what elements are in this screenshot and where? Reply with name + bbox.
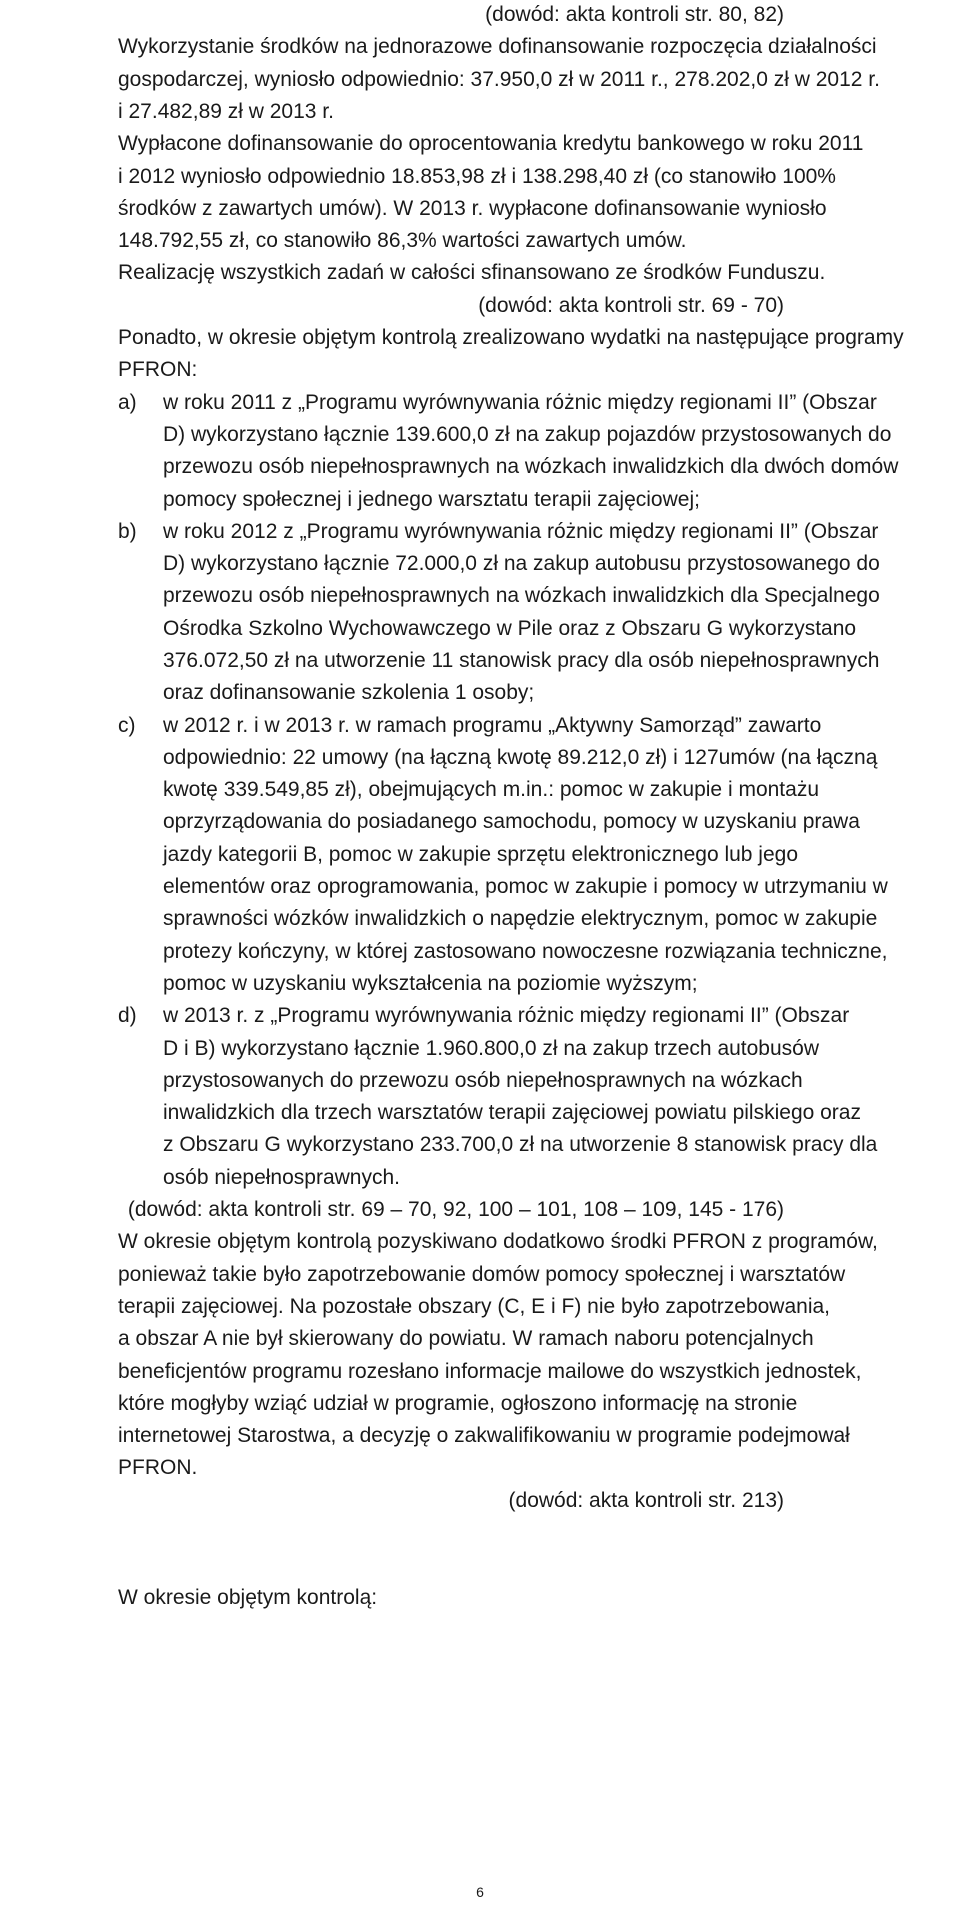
list-item-line: D) wykorzystano łącznie 139.600,0 zł na zakup pojazdów przystosowanych do: [163, 423, 892, 446]
paragraph-line: W okresie objętym kontrolą pozyskiwano dodatkowo środki PFRON z programów,: [118, 1230, 878, 1253]
paragraph-line: Wykorzystanie środków na jednorazowe dofinansowanie rozpoczęcia działalności: [118, 35, 877, 58]
list-item-line: oprzyrządowania do posiadanego samochodu, pomocy w uzyskaniu prawa: [163, 810, 860, 833]
list-item-line: przewozu osób niepełnosprawnych na wózkach inwalidzkich dla Specjalnego: [163, 584, 880, 607]
page-number: 6: [476, 1884, 484, 1900]
list-item-line: kwotę 339.549,85 zł), obejmujących m.in.: pomoc w zakupie i montażu: [163, 778, 819, 801]
list-item-line: przewozu osób niepełnosprawnych na wózkach inwalidzkich dla dwóch domów: [163, 455, 899, 478]
list-item-line: protezy kończyny, w której zastosowano nowoczesne rozwiązania techniczne,: [163, 940, 888, 963]
paragraph-line: środków z zawartych umów). W 2013 r. wypłacone dofinansowanie wyniosło: [118, 197, 827, 220]
list-item-line: D) wykorzystano łącznie 72.000,0 zł na zakup autobusu przystosowanego do: [163, 552, 880, 575]
paragraph-line: ponieważ takie było zapotrzebowanie domów pomocy społecznej i warsztatów: [118, 1263, 846, 1286]
list-item-line: 376.072,50 zł na utworzenie 11 stanowisk pracy dla osób niepełnosprawnych: [163, 649, 880, 672]
paragraph-line: i 2012 wyniosło odpowiednio 18.853,98 zł i 138.298,40 zł (co stanowiło 100%: [118, 165, 836, 188]
list-item-line: oraz dofinansowanie szkolenia 1 osoby;: [163, 681, 535, 704]
list-item-line: w roku 2011 z „Programu wyrównywania różnic między regionami II” (Obszar: [163, 391, 877, 414]
paragraph-line: Ponadto, w okresie objętym kontrolą zrealizowano wydatki na następujące programy: [118, 326, 904, 349]
paragraph-line: PFRON:: [118, 358, 198, 381]
paragraph-line: i 27.482,89 zł w 2013 r.: [118, 100, 334, 123]
paragraph-line: Wypłacone dofinansowanie do oprocentowania kredytu bankowego w roku 2011: [118, 132, 864, 155]
paragraph-line: 148.792,55 zł, co stanowiło 86,3% wartości zawartych umów.: [118, 229, 687, 252]
list-item-line: w 2012 r. i w 2013 r. w ramach programu „Aktywny Samorząd” zawarto: [163, 714, 822, 737]
list-item-line: z Obszaru G wykorzystano 233.700,0 zł na utworzenie 8 stanowisk pracy dla: [163, 1133, 878, 1156]
paragraph-line: Realizację wszystkich zadań w całości sfinansowano ze środków Funduszu.: [118, 261, 826, 284]
list-item-line: pomocy społecznej i jednego warsztatu terapii zajęciowej;: [163, 488, 700, 511]
evidence-reference: (dowód: akta kontroli str. 69 – 70, 92, 100 – 101, 108 – 109, 145 - 176): [127, 1198, 784, 1221]
list-item-line: D i B) wykorzystano łącznie 1.960.800,0 zł na zakup trzech autobusów: [163, 1037, 820, 1060]
paragraph-line: terapii zajęciowej. Na pozostałe obszary (C, E i F) nie było zapotrzebowania,: [118, 1295, 831, 1318]
closing-heading: W okresie objętym kontrolą:: [118, 1586, 378, 1609]
list-item-line: w 2013 r. z „Programu wyrównywania różnic między regionami II” (Obszar: [163, 1004, 850, 1027]
paragraph-line: które mogłyby wziąć udział w programie, ogłoszono informację na stronie: [118, 1392, 798, 1415]
paragraph-line: gospodarczej, wyniosło odpowiednio: 37.950,0 zł w 2011 r., 278.202,0 zł w 2012 r.: [118, 68, 880, 91]
paragraph-line: a obszar A nie był skierowany do powiatu. W ramach naboru potencjalnych: [118, 1327, 814, 1350]
list-item-line: odpowiednio: 22 umowy (na łączną kwotę 89.212,0 zł) i 127umów (na łączną: [163, 746, 878, 769]
list-item-line: inwalidzkich dla trzech warsztatów terapii zajęciowej powiatu pilskiego oraz: [163, 1101, 861, 1124]
paragraph-line: internetowej Starostwa, a decyzję o zakwalifikowaniu w programie podejmował: [118, 1424, 850, 1447]
evidence-reference: (dowód: akta kontroli str. 80, 82): [485, 3, 784, 26]
list-item-line: jazdy kategorii B, pomoc w zakupie sprzętu elektronicznego lub jego: [163, 843, 799, 866]
paragraph-line: PFRON.: [118, 1456, 198, 1479]
list-item-line: w roku 2012 z „Programu wyrównywania różnic między regionami II” (Obszar: [163, 520, 879, 543]
evidence-reference: (dowód: akta kontroli str. 213): [508, 1489, 784, 1512]
list-item-line: przystosowanych do przewozu osób niepełnosprawnych na wózkach: [163, 1069, 803, 1092]
evidence-reference: (dowód: akta kontroli str. 69 - 70): [478, 294, 784, 317]
list-item-line: osób niepełnosprawnych.: [163, 1166, 400, 1189]
list-item-marker: d): [118, 1004, 137, 1027]
list-item-marker: c): [118, 714, 136, 737]
list-item-line: pomoc w uzyskaniu wykształcenia na poziomie wyższym;: [163, 972, 698, 995]
list-item-marker: b): [118, 520, 137, 543]
list-item-line: sprawności wózków inwalidzkich o napędzie elektrycznym, pomoc w zakupie: [163, 907, 878, 930]
list-item-marker: a): [118, 391, 137, 414]
list-item-line: elementów oraz oprogramowania, pomoc w zakupie i pomocy w utrzymaniu w: [163, 875, 888, 898]
paragraph-line: beneficjentów programu rozesłano informacje mailowe do wszystkich jednostek,: [118, 1360, 862, 1383]
list-item-line: Ośrodka Szkolno Wychowawczego w Pile oraz z Obszaru G wykorzystano: [163, 617, 857, 640]
